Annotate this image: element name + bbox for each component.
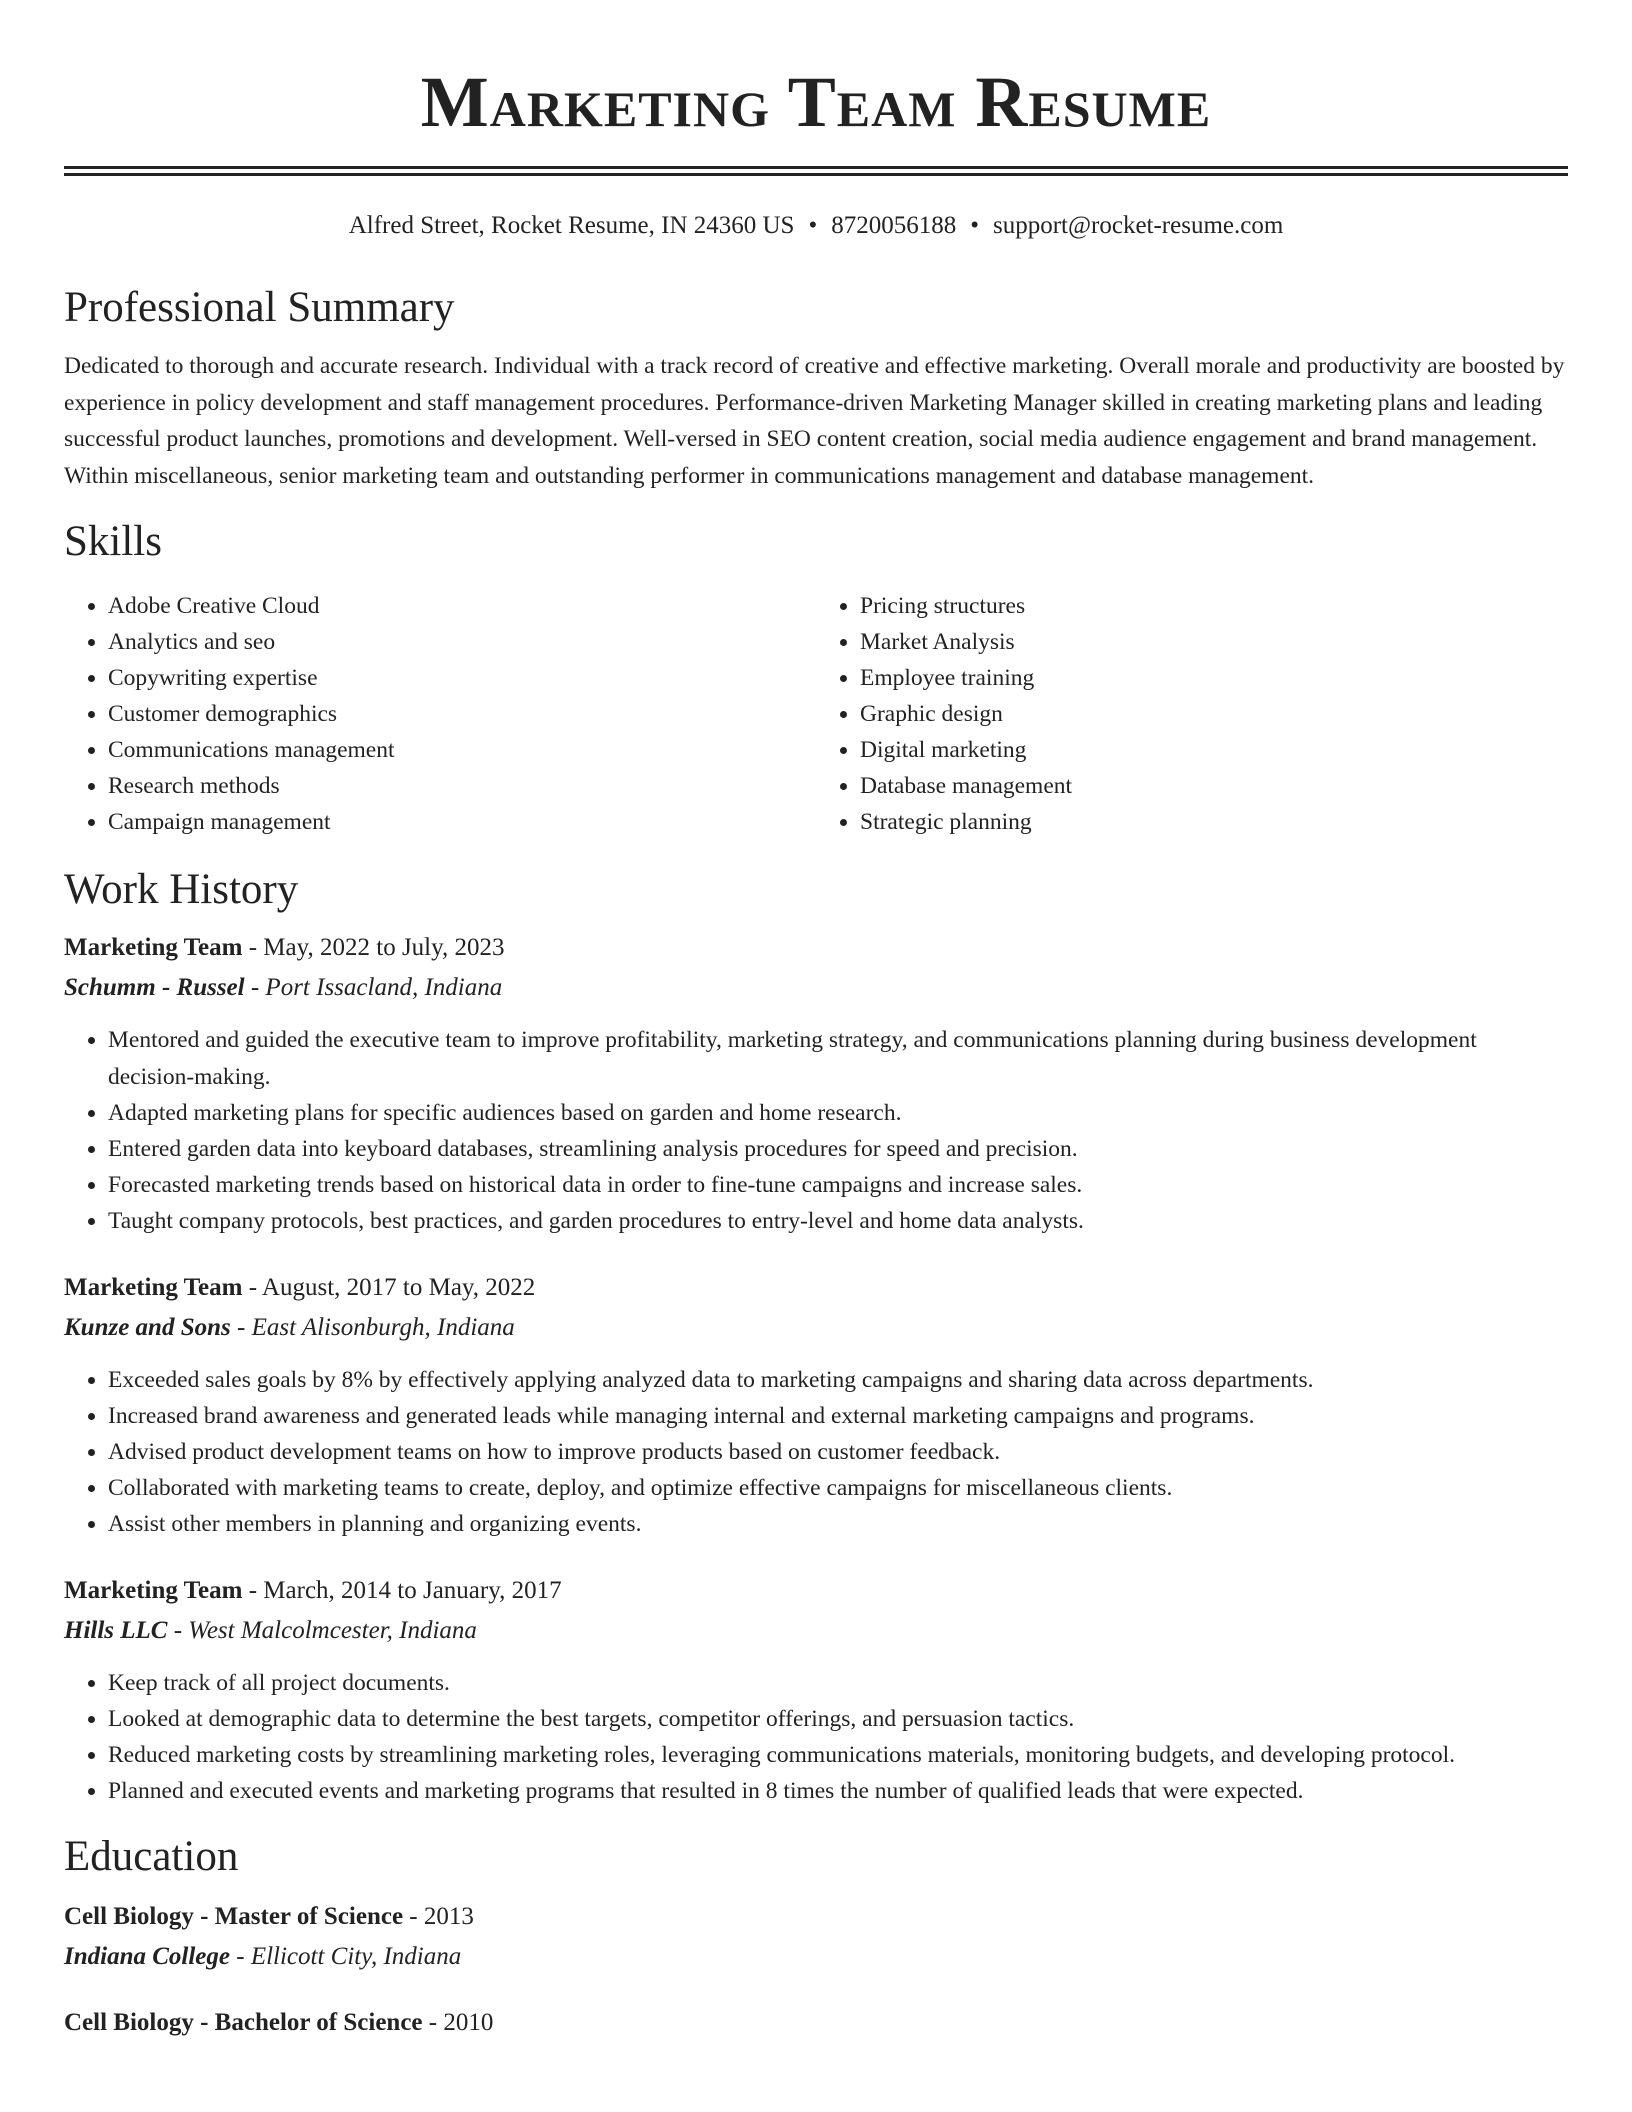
job-title: Marketing Team <box>64 1576 243 1604</box>
education-entry <box>64 1897 1568 1977</box>
contact-address: Alfred Street, Rocket Resume, IN 24360 US <box>348 212 795 239</box>
skills-list-right <box>816 588 1568 840</box>
degree-line <box>64 2003 1568 2043</box>
duty-item: • Collaborated with marketing teams to create, deploy, and optimize effective campaigns for miscellaneous clients. <box>108 1470 1568 1506</box>
job-title: Marketing Team <box>64 934 243 962</box>
summary-heading: Professional Summary <box>64 284 455 331</box>
duty-item: • Adapted marketing plans for specific audiences based on garden and home research. <box>108 1095 1568 1131</box>
duty-item: • Mentored and guided the executive team to improve profitability, marketing strategy, and communications planning during business development decision-making. <box>108 1022 1568 1094</box>
school-location: - Ellicott City, Indiana <box>236 1943 462 1971</box>
skill-item: • Campaign management <box>108 804 816 840</box>
title-divider <box>64 166 1568 176</box>
duty-item: • Assist other members in planning and organizing events. <box>108 1506 1568 1542</box>
degree-year: - 2010 <box>428 2009 494 2037</box>
contact-separator: • <box>808 212 818 239</box>
employer-line <box>64 968 1568 1008</box>
degree-name: Cell Biology - Bachelor of Science <box>64 2009 423 2037</box>
skill-item: • Customer demographics <box>108 696 816 732</box>
duty-item: • Entered garden data into keyboard databases, streamlining analysis procedures for speed and precision. <box>108 1131 1568 1167</box>
job-dates: - March, 2014 to January, 2017 <box>248 1576 562 1604</box>
employer-location: - West Malcolmcester, Indiana <box>173 1616 477 1644</box>
skill-item: • Digital marketing <box>860 732 1568 768</box>
degree-line <box>64 1897 1568 1937</box>
summary-text: Dedicated to thorough and accurate research. Individual with a track record of creative and effective marketing. Overall morale and productivity are boosted by experience in policy development and staff management procedures. Performance-driven Marketing Manager skilled in creating marketing plans and leading successful product launches, promotions and development. Well-versed in SEO content creation, social media audience engagement and brand management. Within miscellaneous, senior marketing team and outstanding performer in communications management and database management. <box>64 353 1565 489</box>
skill-item: • Research methods <box>108 768 816 804</box>
duty-item: • Increased brand awareness and generated leads while managing internal and external marketing campaigns and programs. <box>108 1398 1568 1434</box>
skill-item: • Graphic design <box>860 696 1568 732</box>
contact-line <box>64 210 1568 242</box>
school-line <box>64 1937 1568 1977</box>
skill-item: • Database management <box>860 768 1568 804</box>
job-entry <box>64 928 1568 1239</box>
job-duties <box>64 1022 1568 1239</box>
contact-phone: 8720056188 <box>831 212 957 239</box>
job-entry <box>64 1268 1568 1543</box>
degree-year: - 2013 <box>409 1903 474 1931</box>
duty-item: • Looked at demographic data to determine the best targets, competitor offerings, and persuasion tactics. <box>108 1701 1568 1737</box>
resume-title: Marketing Team Resume <box>420 62 1212 142</box>
skills-heading: Skills <box>64 518 162 566</box>
duty-item: • Planned and executed events and marketing programs that resulted in 8 times the number of qualified leads that were expected. <box>108 1773 1568 1809</box>
work-history-heading: Work History <box>64 866 299 914</box>
duty-item: • Exceeded sales goals by 8% by effectively applying analyzed data to marketing campaigns and sharing data across departments. <box>108 1362 1568 1398</box>
job-entry <box>64 1571 1568 1810</box>
skill-item: • Pricing structures <box>860 588 1568 624</box>
degree-name: Cell Biology - Master of Science <box>64 1903 404 1931</box>
skill-item: • Market Analysis <box>860 624 1568 660</box>
job-title: Marketing Team <box>64 1273 243 1301</box>
skill-item: • Strategic planning <box>860 804 1568 840</box>
duty-item: • Taught company protocols, best practices, and garden procedures to entry-level and home data analysts. <box>108 1203 1568 1239</box>
job-dates: - May, 2022 to July, 2023 <box>248 934 505 962</box>
skills-list-left <box>64 588 816 840</box>
job-title-line <box>64 1571 1568 1611</box>
job-title-line <box>64 928 1568 968</box>
duty-item: • Reduced marketing costs by streamlining marketing roles, leveraging communications materials, monitoring budgets, and developing protocol. <box>108 1737 1568 1773</box>
employer-name: Schumm - Russel <box>64 974 245 1002</box>
job-dates: - August, 2017 to May, 2022 <box>248 1273 536 1301</box>
job-title-line <box>64 1268 1568 1308</box>
job-duties <box>64 1362 1568 1543</box>
employer-name: Kunze and Sons <box>64 1313 231 1341</box>
employer-line <box>64 1308 1568 1348</box>
duty-item: • Keep track of all project documents. <box>108 1665 1568 1701</box>
employer-location: - East Alisonburgh, Indiana <box>237 1313 515 1341</box>
contact-email: support@rocket-resume.com <box>993 212 1284 239</box>
education-heading: Education <box>64 1833 239 1881</box>
employer-line <box>64 1611 1568 1651</box>
duty-item: • Advised product development teams on how to improve products based on customer feedback. <box>108 1434 1568 1470</box>
duty-item: • Forecasted marketing trends based on historical data in order to fine-tune campaigns and increase sales. <box>108 1167 1568 1203</box>
skill-item: • Communications management <box>108 732 816 768</box>
school-name: Indiana College <box>64 1943 230 1971</box>
skill-item: • Analytics and seo <box>108 624 816 660</box>
employer-name: Hills LLC <box>64 1616 168 1644</box>
contact-separator: • <box>970 212 979 239</box>
skill-item: • Copywriting expertise <box>108 660 816 696</box>
job-duties <box>64 1665 1568 1810</box>
skill-item: • Employee training <box>860 660 1568 696</box>
skill-item: • Adobe Creative Cloud <box>108 588 816 624</box>
education-entry <box>64 2003 1568 2043</box>
employer-location: - Port Issacland, Indiana <box>250 974 503 1002</box>
skills-columns <box>64 588 1568 840</box>
